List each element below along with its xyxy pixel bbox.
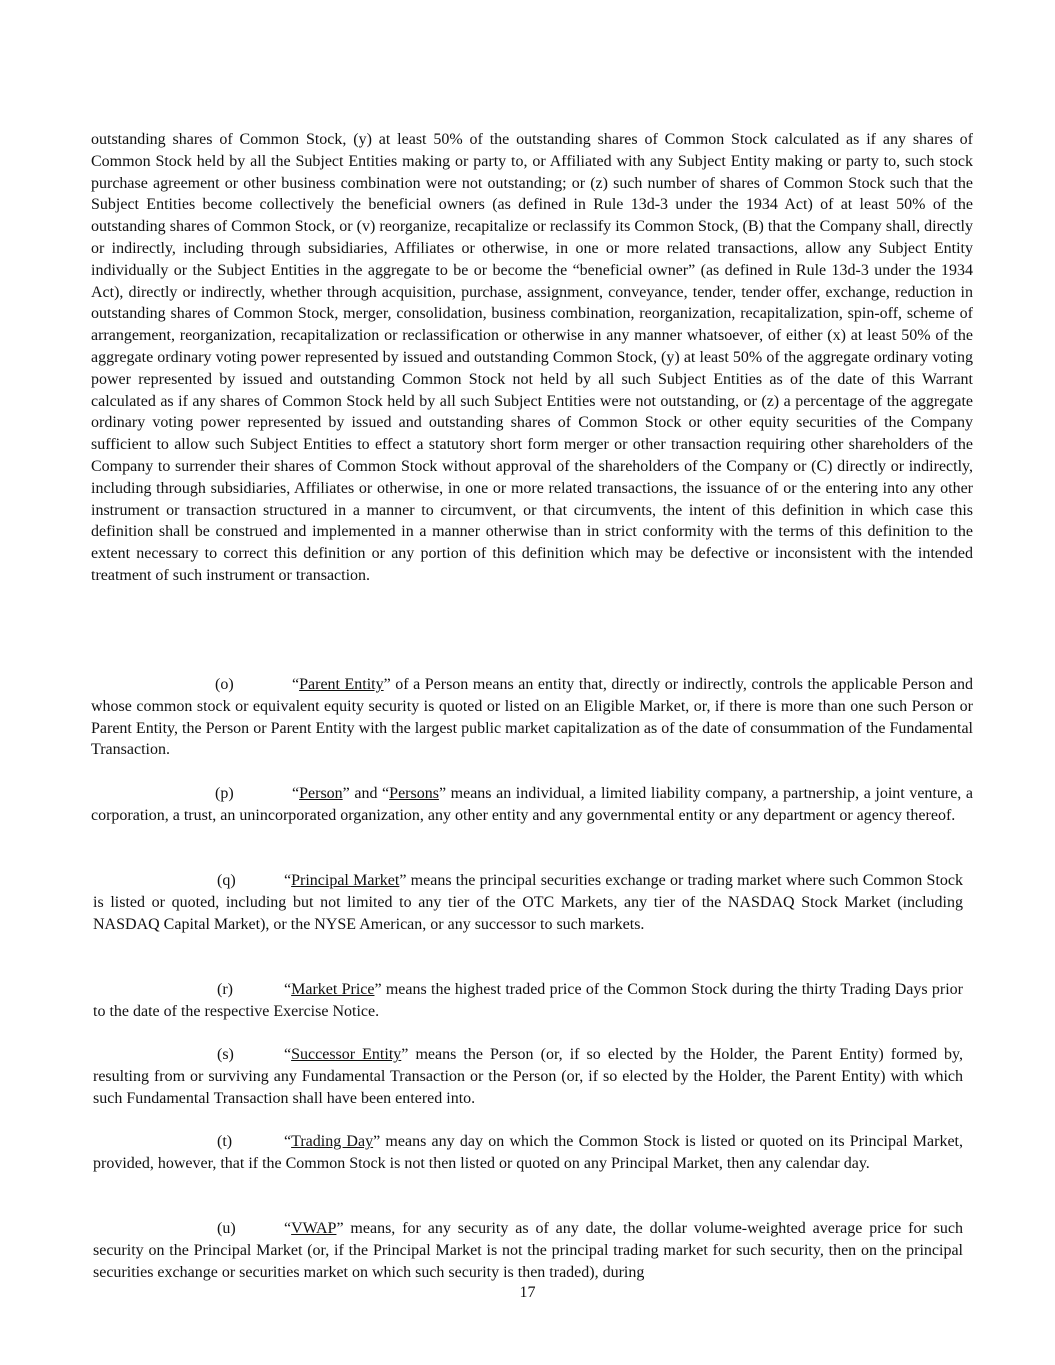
open-quote: “	[284, 1133, 292, 1150]
defined-term: Trading Day	[291, 1133, 374, 1150]
defined-term: Successor Entity	[291, 1046, 402, 1063]
definition-text: ” means any day on which the Common Stock is listed or quoted on its Principal Market, provided, however, that if the Common Stock is not then listed or quoted on any Principal Market, then any calendar day.	[93, 1133, 963, 1172]
definition-text: ” means the highest traded price of the Common Stock during the thirty Trading Days prior to the date of the respective Exercise Notice.	[93, 981, 964, 1020]
term-connector: ” and “	[342, 785, 390, 802]
definition-successor-entity	[93, 1044, 963, 1109]
defined-term-secondary: Persons	[389, 785, 439, 802]
definition-text: ” means the principal securities exchange or trading market where such Common Stock is listed or quoted, including but not limited to any tier of the OTC Markets, any tier of the NASDAQ Stock Market (including NASDAQ Capital Market), or the NYSE American, or any successor to such markets.	[93, 872, 963, 933]
section-number: (p)	[215, 785, 234, 802]
section-number: (t)	[217, 1133, 233, 1150]
definition-parent-entity	[91, 674, 973, 761]
definition-trading-day	[93, 1131, 963, 1175]
definition-principal-market	[93, 870, 963, 935]
section-number: (q)	[217, 872, 236, 889]
open-quote: “	[292, 676, 300, 693]
open-quote: “	[284, 981, 292, 998]
page-number: 17	[519, 1284, 536, 1301]
defined-term: Market Price	[291, 981, 375, 998]
definition-person	[91, 783, 973, 827]
open-quote: “	[292, 785, 300, 802]
section-number: (o)	[215, 676, 234, 693]
definition-vwap	[93, 1218, 963, 1283]
defined-term: VWAP	[291, 1220, 337, 1237]
section-number: (s)	[217, 1046, 234, 1063]
section-number: (r)	[217, 981, 233, 998]
open-quote: “	[284, 1046, 292, 1063]
definition-text: ” of a Person means an entity that, directly or indirectly, controls the applicable Person and whose common stock or equivalent equity security is quoted or listed on an Eligible Market, or, if there is more than one such Person or Parent Entity, the Person or Parent Entity with the largest public market capitalization as of the date of consummation of the Fundamental Transaction.	[91, 676, 974, 759]
defined-term: Principal Market	[291, 872, 400, 889]
definition-market-price	[93, 979, 963, 1023]
continued-definition-paragraph: outstanding shares of Common Stock, (y) at least 50% of the outstanding shares of Common Stock calculated as if any shares of Common Stock held by all the Subject Entities making or party to, or Affiliated with any Subject Entity making or party to, such stock purchase agreement or other business combination were not outstanding; or (z) such number of shares of Common Stock such that the Subject Entities become collectively the beneficial owners (as defined in Rule 13d-3 under the 1934 Act) of at least 50% of the outstanding shares of Common Stock, or (v) reorganize, recapitalize or reclassify its Common Stock, (B) that the Company shall, directly or indirectly, including through subsidiaries, Affiliates or otherwise, in one or more related transactions, allow any Subject Entity individually or the Subject Entities in the aggregate to be or become the “beneficial owner” (as defined in Rule 13d-3 under the 1934 Act), directly or indirectly, whether through acquisition, purchase, assignment, conveyance, tender, tender offer, exchange, reduction in outstanding shares of Common Stock, merger, consolidation, business combination, reorganization, recapitalization, spin-off, scheme of arrangement, reorganization, recapitalization or reclassification or otherwise in any manner whatsoever, of either (x) at least 50% of the aggregate ordinary voting power represented by issued and outstanding Common Stock, (y) at least 50% of the aggregate ordinary voting power represented by issued and outstanding Common Stock not held by all such Subject Entities as of the date of this Warrant calculated as if any shares of Common Stock held by all such Subject Entities were not outstanding, or (z) a percentage of the aggregate ordinary voting power represented by issued and outstanding shares of Common Stock or other equity securities of the Company sufficient to allow such Subject Entities to effect a statutory short form merger or other transaction requiring other shareholders of the Company to surrender their shares of Common Stock without approval of the shareholders of the Company or (C) directly or indirectly, including through subsidiaries, Affiliates or otherwise, in one or more related transactions, the issuance of or the entering into any other instrument or transaction structured in a manner to circumvent, or that circumvents, the intent of this definition in which case this definition shall be construed and implemented in a manner otherwise than in strict conformity with the terms of this definition to the extent necessary to correct this definition or any portion of this definition which may be defective or inconsistent with the intended treatment of such instrument or transaction.	[91, 131, 973, 584]
open-quote: “	[284, 1220, 292, 1237]
definition-text: ” means an individual, a limited liability company, a partnership, a joint venture, a corporation, a trust, an unincorporated organization, any other entity and any governmental entity or any department or agency thereof.	[91, 785, 973, 824]
defined-term: Person	[299, 785, 343, 802]
definition-text: ” means the Person (or, if so elected by the Holder, the Parent Entity) formed by, resulting from or surviving any Fundamental Transaction or the Person (or, if so elected by the Holder, the Parent Entity) with which such Fundamental Transaction shall have been entered into.	[93, 1046, 964, 1107]
definition-text: ” means, for any security as of any date, the dollar volume-weighted average price for such security on the Principal Market (or, if the Principal Market is not the principal trading market for such security, then on the principal securities exchange or securities market on which such security is then traded), during	[93, 1220, 963, 1281]
section-number: (u)	[217, 1220, 236, 1237]
defined-term: Parent Entity	[299, 676, 384, 693]
open-quote: “	[284, 872, 292, 889]
